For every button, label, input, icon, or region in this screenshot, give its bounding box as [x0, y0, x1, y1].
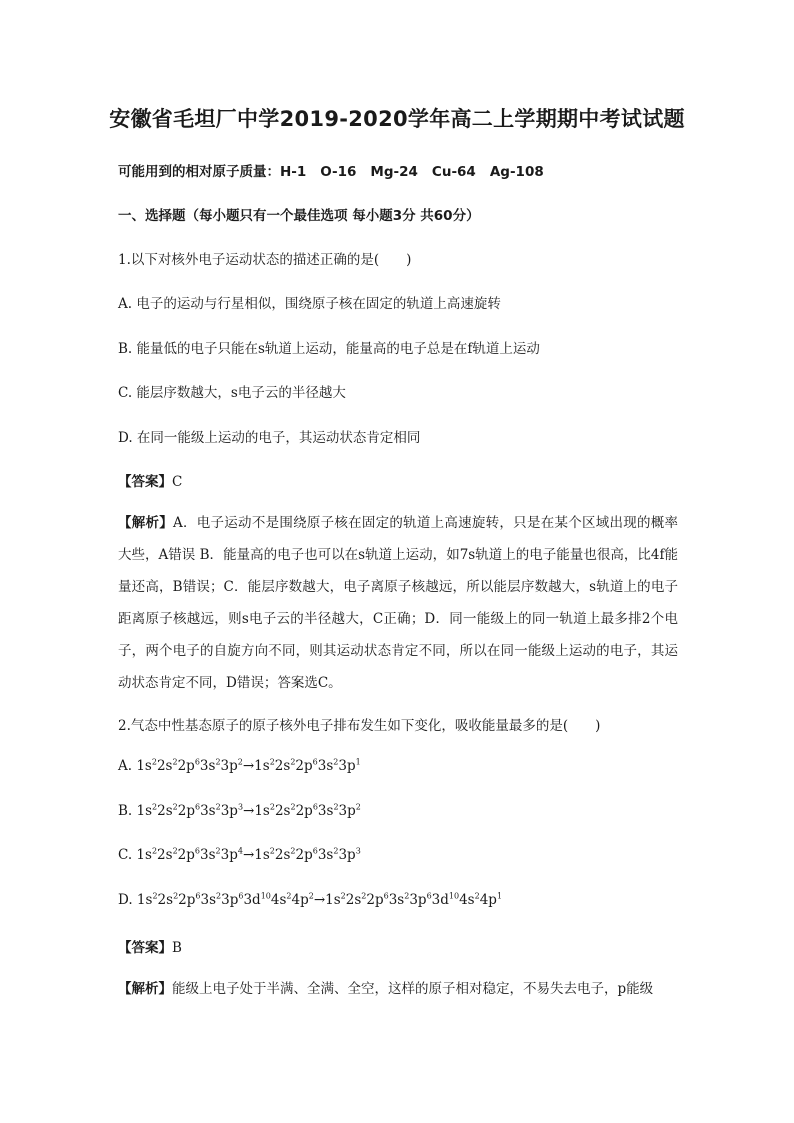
mass-item: Mg-24 [370, 164, 418, 180]
question-2-option-b: B. $1s^22s^22p^63s^23p^3\to 1s^22s^22p^63s^23p^2$ [118, 802, 361, 819]
question-2-answer [118, 936, 182, 956]
question-2-option-c: C. $1s^22s^22p^63s^23p^4\to 1s^22s^22p^63s^23p^3$ [118, 846, 361, 863]
analysis-tag: 【解析】 [118, 981, 172, 997]
mass-item: O-16 [320, 164, 357, 180]
question-1-option-c: C. 能层序数越大，s电子云的半径越大 [118, 385, 346, 401]
question-1-option-d: D. 在同一能级上运动的电子，其运动状态肯定相同 [118, 430, 421, 446]
analysis-text: A．电子运动不是围绕原子核在固定的轨道上高速旋转，只是在某个区域出现的概率大些，A错误 B．能量高的电子也可以在s轨道上运动，如7s轨道上的电子能量也很高，比4f能量还高，B错误；C．能层序数越大，电子离原子核越远，所以能层序数越大，s轨道上的电子距离原子核越远，则s电子云的半径越大，C正确；D．同一能级上的同一轨道上最多排2个电子，两个电子的自旋方向不同，则其运动状态肯定不同，所以在同一能级上运动的电子，其运动状态肯定不同，D错误；答案选C。 [118, 515, 679, 691]
answer-tag: 【答案】 [118, 940, 172, 956]
question-2-analysis [118, 973, 678, 1005]
question-2-option-a: A. $1s^22s^22p^63s^23p^2\to 1s^22s^22p^63s^23p^1$ [118, 757, 361, 774]
atomic-masses-line [118, 160, 558, 180]
answer-value: C [172, 474, 183, 490]
question-1-answer [118, 470, 182, 490]
question-1-stem: 1.以下对核外电子运动状态的描述正确的是( ) [118, 252, 412, 268]
mass-item: Cu-64 [431, 164, 476, 180]
analysis-tag: 【解析】 [118, 515, 174, 531]
mass-item: Ag-108 [489, 164, 544, 180]
section-heading: 一、选择题（每小题只有一个最佳选项 每小题3分 共60分） [118, 208, 480, 224]
mass-item: H-1 [280, 164, 307, 180]
question-1-option-b: B. 能量低的电子只能在s轨道上运动，能量高的电子总是在f轨道上运动 [118, 341, 540, 357]
question-1-analysis [118, 507, 678, 699]
question-1-option-a: A. 电子的运动与行星相似，围绕原子核在固定的轨道上高速旋转 [118, 296, 501, 312]
question-2-option-d: D. $1s^22s^22p^63s^23p^63d^{10}4s^24p^2\to 1s^22s^22p^63s^23p^63d^{10}4s^24p^1$ [118, 891, 503, 908]
question-2-stem: 2.气态中性基态原子的原子核外电子排布发生如下变化，吸收能量最多的是( ) [118, 718, 601, 734]
atomic-masses-label: 可能用到的相对原子质量： [118, 164, 280, 180]
answer-value: B [172, 940, 182, 956]
analysis-text: 能级上电子处于半满、全满、全空，这样的原子相对稳定，不易失去电子，p能级 [172, 981, 654, 997]
answer-tag: 【答案】 [118, 474, 172, 490]
document-title: 安徽省毛坦厂中学2019-2020学年高二上学期期中考试试题 [109, 107, 685, 131]
